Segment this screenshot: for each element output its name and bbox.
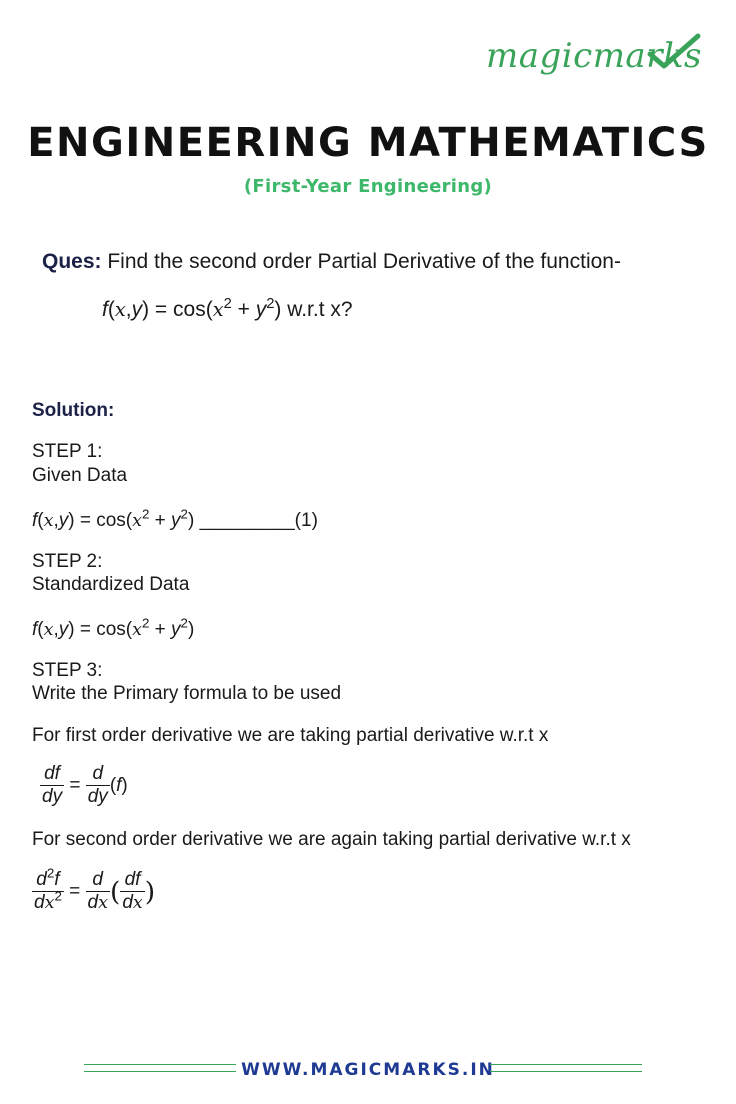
page-subtitle: (First-Year Engineering): [243, 176, 493, 197]
first-order-text: For first order derivative we are taking partial derivative w.r.t x: [32, 725, 549, 746]
step1-title: STEP 1:: [32, 441, 103, 462]
step2-equation: $f(x,y) = \cos(x^2 + y^2)$: [32, 615, 195, 640]
question-function: $f(x,y) = \cos(x^2 + y^2)$ w.r.t x?: [102, 295, 353, 321]
second-order-text: For second order derivative we are again taking partial derivative w.r.t x: [32, 829, 631, 850]
question-label: Ques:: [42, 250, 102, 273]
second-order-formula: $\frac{d^2f}{dx^2}$ = $\frac{d}{dx}$ ( $\frac{df}{dx}$ ): [34, 865, 156, 913]
question-line: [42, 250, 621, 274]
step2-title: STEP 2:: [32, 551, 103, 572]
page-title: ENGINEERING MATHEMATICS: [27, 120, 709, 166]
step1-desc: Given Data: [32, 465, 128, 486]
footer-rule-right: [490, 1064, 642, 1072]
step1-equation: $f(x,y) = \cos(x^2 + y^2)$ _________(1): [32, 506, 318, 531]
brand-logo: [486, 28, 702, 90]
check-mark-icon: [646, 32, 702, 72]
equation-ref: (1): [294, 510, 318, 531]
solution-heading: Solution:: [32, 400, 115, 421]
footer-url: WWW.MAGICMARKS.IN: [241, 1060, 495, 1080]
step3-title: STEP 3:: [32, 660, 103, 681]
question-text: Find the second order Partial Derivative of the function-: [107, 250, 621, 273]
logo-text: magicmarks: [486, 36, 703, 76]
step2-desc: Standardized Data: [32, 574, 190, 595]
first-order-formula: $\frac{df}{dy}$ = $\frac{d}{dy}$ (f): [42, 763, 128, 807]
equation-blank: _________: [199, 510, 295, 531]
step3-desc: Write the Primary formula to be used: [32, 683, 342, 704]
